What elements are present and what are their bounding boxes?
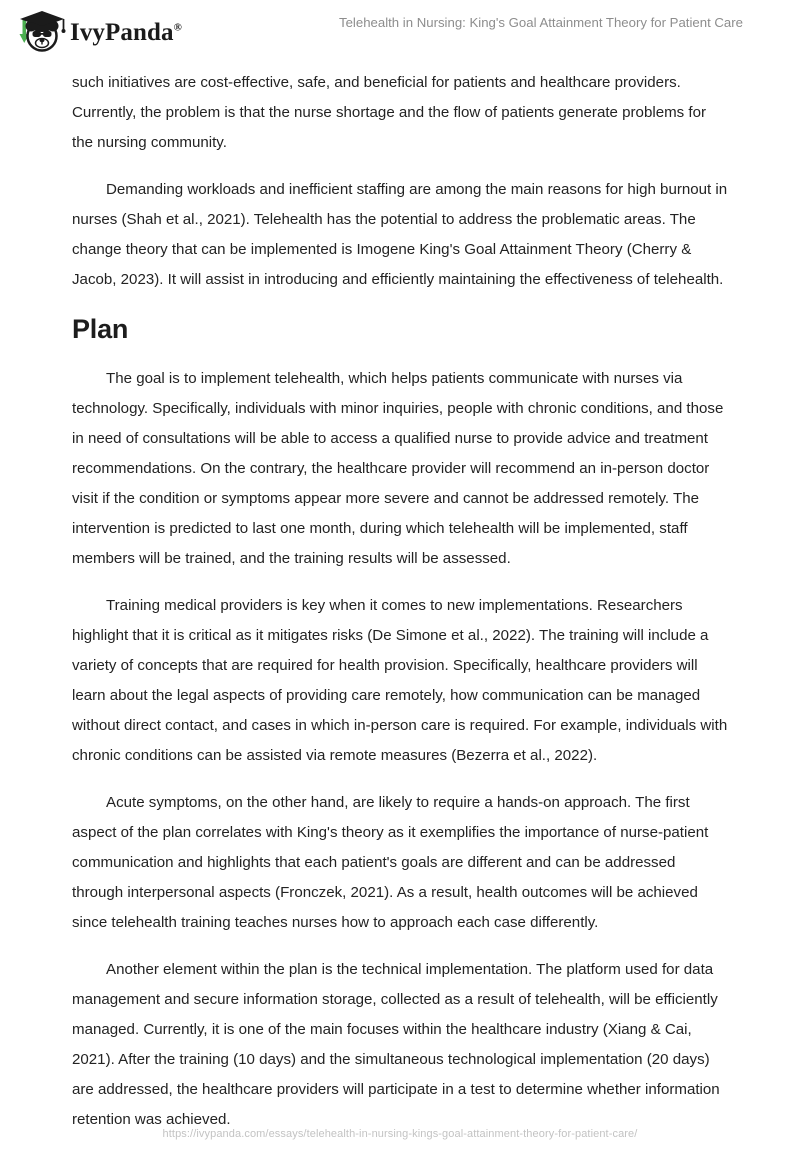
section-heading-plan: Plan [72,314,129,344]
paragraph-technical-implementation: Another element within the plan is the technical implementation. The platform used for data management and secure information storage, collected as a result of telehealth, will be efficiently managed. Currently, it is one of the main focuses within the healthcare industry (Xiang & Cai, 2021). After the training (10 days) and the simultaneous technological implementation (20 days) are addressed, the healthcare providers will participate in a test to determine whether information retention was achieved. [72,961,720,1128]
paragraph-acute-symptoms: Acute symptoms, on the other hand, are likely to require a hands-on approach. The first aspect of the plan correlates with King's theory as it exemplifies the importance of nurse-patient communication and highlights that each patient's goals are different and can be addressed through interpersonal aspects (Fronczek, 2021). As a result, health outcomes will be achieved since telehealth training teaches nurses how to approach each case differently. [72,794,709,931]
paragraph-burnout: Demanding workloads and inefficient staffing are among the main reasons for high burnout in nurses (Shah et al., 2021). Telehealth has the potential to address the problematic areas. The change theory that can be implemented is Imogene King's Goal Attainment Theory (Cherry & Jacob, 2023). It will assist in introducing and efficiently maintaining the effectiveness of telehealth. [72,181,728,288]
source-url[interactable]: https://ivypanda.com/essays/telehealth-in-nursing-kings-goal-attainment-theory-for-patient-care/ [162,1128,638,1140]
page-footer [0,1124,800,1142]
paragraph-goal: The goal is to implement telehealth, which helps patients communicate with nurses via technology. Specifically, individuals with minor inquiries, people with chronic conditions, and those in need of consultations will be able to access a qualified nurse to provide advice and treatment recommendations. On the contrary, the healthcare provider will recommend an in-person doctor visit if the condition or symptoms appear more severe and cannot be addressed remotely. The intervention is predicted to last one month, during which telehealth will be implemented, staff members will be trained, and the training results will be assessed. [72,370,724,567]
paragraph-continued: such initiatives are cost-effective, safe, and beneficial for patients and healthcare providers. Currently, the problem is that the nurse shortage and the flow of patients generate problems for the nursing community. [72,74,707,151]
paragraph-training: Training medical providers is key when it comes to new implementations. Researchers highlight that it is critical as it mitigates risks (De Simone et al., 2022). The training will include a variety of concepts that are required for health provision. Specifically, healthcare providers will learn about the legal aspects of providing care remotely, how communication can be managed without direct contact, and cases in which in-person care is required. For example, individuals with chronic conditions can be assisted via remote measures (Bezerra et al., 2022). [72,597,728,764]
document-title: Telehealth in Nursing: King's Goal Attainment Theory for Patient Care [339,15,743,30]
panda-graduate-logo-icon [14,8,66,54]
brand-name-text: IvyPanda [70,18,174,46]
document-body [72,68,728,1152]
registered-trademark-symbol: ® [173,21,182,34]
page-header [0,0,800,62]
brand-wordmark [70,20,182,45]
ivypanda-brand[interactable] [14,7,182,55]
